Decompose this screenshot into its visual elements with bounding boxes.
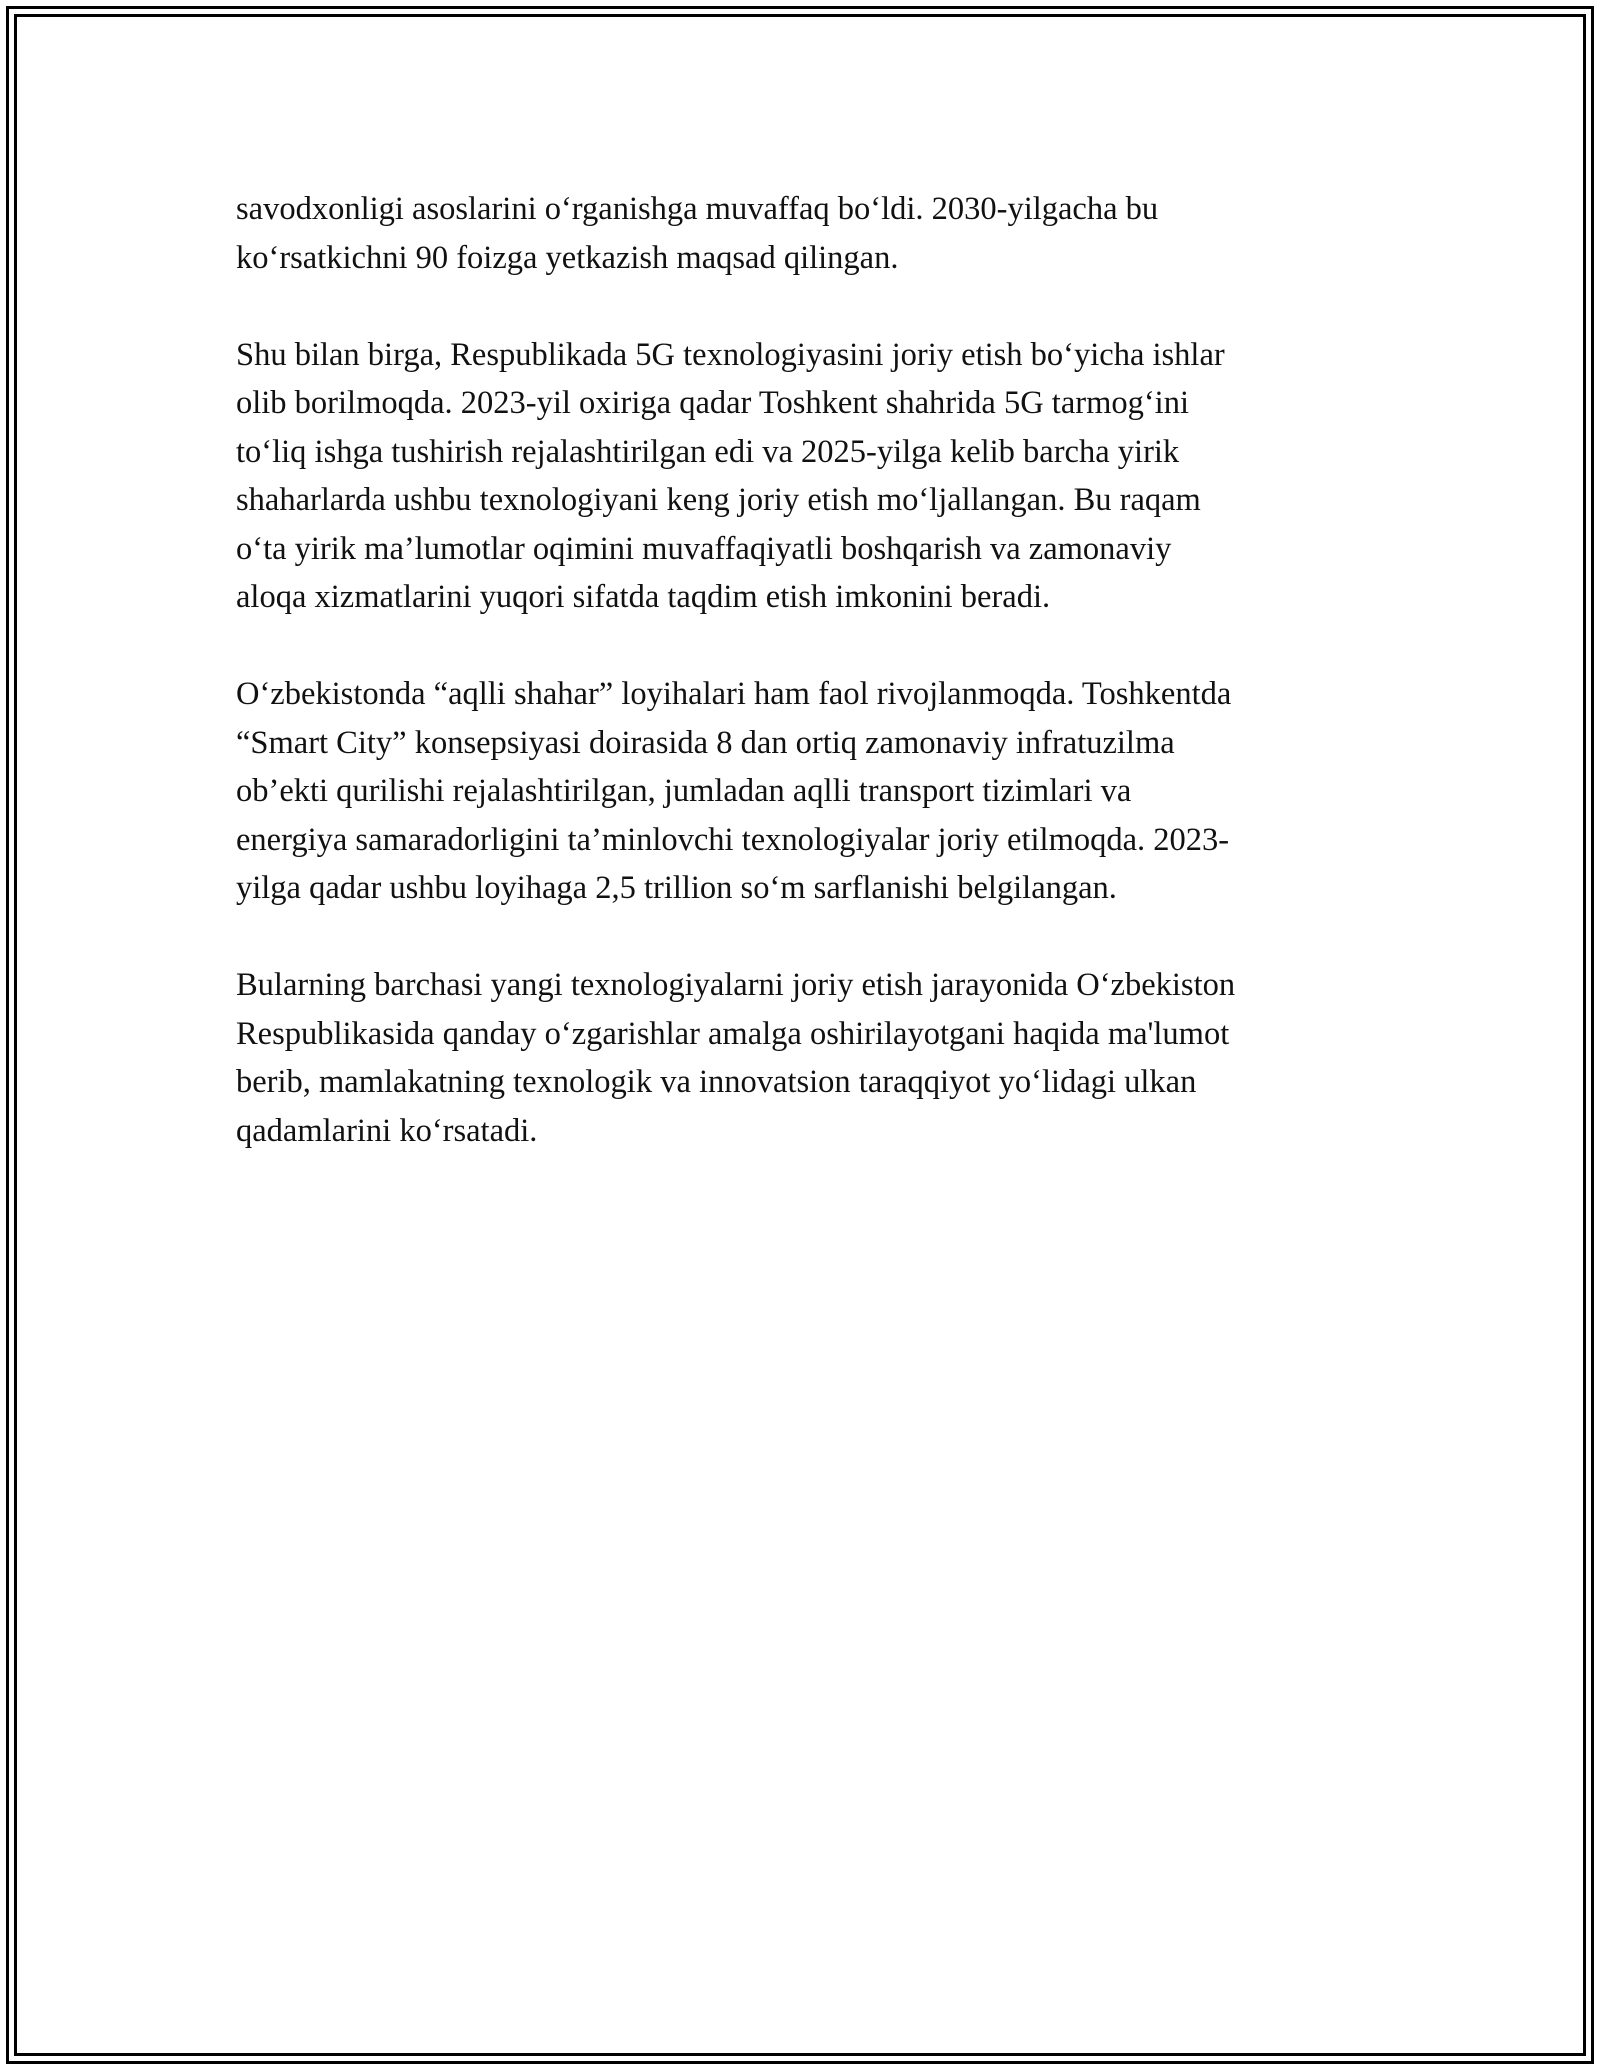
text-line: shaharlarda ushbu texnologiyani keng joriy etish mo‘ljallangan. Bu raqam — [236, 482, 1201, 518]
text-line: Respublikasida qanday o‘zgarishlar amalga oshirilayotgani haqida ma'lumot — [236, 1015, 1230, 1052]
paragraph-1 — [236, 185, 1386, 282]
paragraph-2 — [236, 331, 1386, 622]
text-line: O‘zbekistonda “aqlli shahar” loyihalari ham faol rivojlanmoqda. Toshkentda — [236, 676, 1232, 712]
text-line: yilga qadar ushbu loyihaga 2,5 trillion so‘m sarflanishi belgilangan. — [236, 870, 1117, 906]
text-line: qadamlarini ko‘rsatadi. — [236, 1112, 538, 1149]
text-line: Shu bilan birga, Respublikada 5G texnologiyasini joriy etish bo‘yicha ishlar — [236, 336, 1225, 373]
text-line: Bularning barchasi yangi texnologiyalarni joriy etish jarayonida O‘zbekiston — [236, 967, 1236, 1003]
text-line: olib borilmoqda. 2023-yil oxiriga qadar Toshkent shahrida 5G tarmog‘ini — [236, 385, 1189, 421]
paragraph-3 — [236, 670, 1386, 913]
text-line: ob’ekti qurilishi rejalashtirilgan, jumladan aqlli transport tizimlari va — [236, 773, 1132, 809]
paragraph-4 — [236, 961, 1386, 1155]
text-line: savodxonligi asoslarini o‘rganishga muvaffaq bo‘ldi. 2030-yilgacha bu — [236, 191, 1159, 227]
text-line: to‘liq ishga tushirish rejalashtirilgan edi va 2025-yilga kelib barcha yirik — [236, 433, 1180, 470]
text-line: aloqa xizmatlarini yuqori sifatda taqdim etish imkonini beradi. — [236, 579, 1051, 615]
text-line: ko‘rsatkichni 90 foizga yetkazish maqsad qilingan. — [236, 239, 899, 276]
document-body — [236, 185, 1386, 1204]
text-line: berib, mamlakatning texnologik va innovatsion taraqqiyot yo‘lidagi ulkan — [236, 1064, 1197, 1100]
text-line: “Smart City” konsepsiyasi doirasida 8 dan ortiq zamonaviy infratuzilma — [236, 724, 1175, 761]
text-line: energiya samaradorligini ta’minlovchi texnologiyalar joriy etilmoqda. 2023- — [236, 821, 1230, 858]
text-line: o‘ta yirik ma’lumotlar oqimini muvaffaqiyatli boshqarish va zamonaviy — [236, 530, 1172, 567]
